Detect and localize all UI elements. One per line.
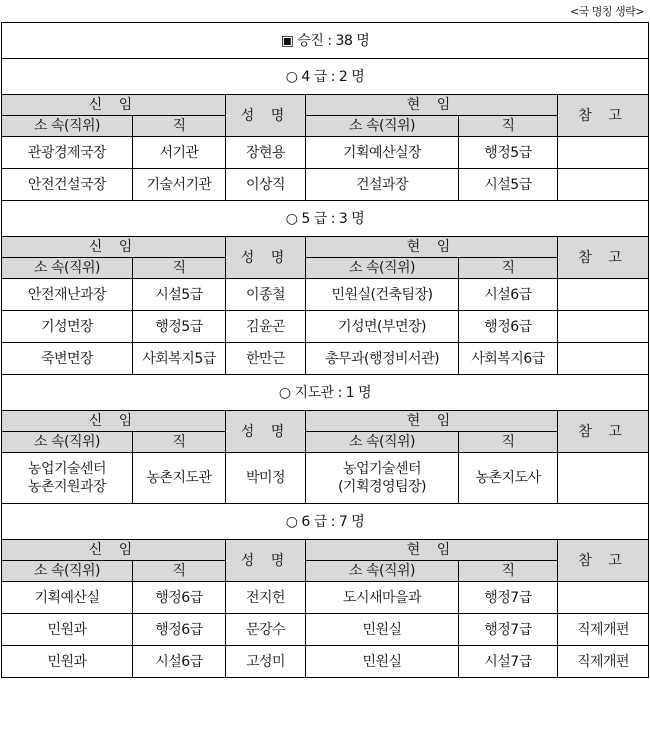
group-title: ○ 4 급 : 2 명 (2, 59, 649, 95)
header-current: 현 임 (306, 237, 558, 258)
promotion-table (1, 22, 649, 678)
group-title-row (2, 504, 649, 540)
remark-cell (558, 453, 649, 504)
current-position-cell: 행정5급 (459, 137, 558, 169)
new-position-cell: 사회복지5급 (133, 343, 226, 375)
note-text: <국 명칭 생략> (569, 5, 644, 18)
header-new: 신 임 (2, 237, 226, 258)
table-row (2, 614, 649, 646)
header-new-position: 직 (133, 432, 226, 453)
new-position-cell: 기술서기관 (133, 169, 226, 201)
header-remark: 참 고 (558, 95, 649, 137)
current-dept-cell-line1: 농업기술센터 (342, 461, 422, 477)
current-dept-cell: 민원실 (306, 646, 459, 678)
current-position-cell: 시설5급 (459, 169, 558, 201)
name-cell: 김윤곤 (226, 311, 306, 343)
table-row (2, 137, 649, 169)
header-current: 현 임 (306, 540, 558, 561)
remark-cell (558, 343, 649, 375)
subheader-row (2, 258, 649, 279)
name-cell: 박미정 (226, 453, 306, 504)
group-title-row (2, 201, 649, 237)
table-row (2, 311, 649, 343)
subheader-row (2, 116, 649, 137)
header-new-dept: 소 속(직위) (2, 561, 133, 582)
header-remark: 참 고 (558, 237, 649, 279)
header-current-dept: 소 속(직위) (306, 116, 459, 137)
new-dept-cell: 안전재난과장 (2, 279, 133, 311)
header-current: 현 임 (306, 95, 558, 116)
remark-cell (558, 137, 649, 169)
new-position-cell: 농촌지도관 (133, 453, 226, 504)
header-current-position: 직 (459, 432, 558, 453)
new-position-cell: 행정6급 (133, 614, 226, 646)
group-title: ○ 5 급 : 3 명 (2, 201, 649, 237)
current-dept-cell (306, 453, 459, 504)
current-dept-cell: 기획예산실장 (306, 137, 459, 169)
header-current-position: 직 (459, 258, 558, 279)
group-title: ○ 지도관 : 1 명 (2, 375, 649, 411)
header-new-position: 직 (133, 561, 226, 582)
new-position-cell: 행정5급 (133, 311, 226, 343)
new-dept-cell: 민원과 (2, 646, 133, 678)
name-cell: 이상직 (226, 169, 306, 201)
new-dept-cell: 죽변면장 (2, 343, 133, 375)
current-position-cell: 사회복지6급 (459, 343, 558, 375)
current-dept-cell-line2: (기획경영팀장) (337, 479, 427, 495)
new-dept-cell-line2: 농촌지원과장 (27, 479, 107, 495)
current-dept-cell: 기성면(부면장) (306, 311, 459, 343)
new-position-cell: 서기관 (133, 137, 226, 169)
header-new-position: 직 (133, 258, 226, 279)
name-cell: 한만근 (226, 343, 306, 375)
header-current-position: 직 (459, 116, 558, 137)
new-position-cell: 시설6급 (133, 646, 226, 678)
current-position-cell: 행정7급 (459, 582, 558, 614)
header-current: 현 임 (306, 411, 558, 432)
table-row (2, 169, 649, 201)
header-new: 신 임 (2, 95, 226, 116)
header-new: 신 임 (2, 411, 226, 432)
new-position-cell: 시설5급 (133, 279, 226, 311)
header-current-dept: 소 속(직위) (306, 258, 459, 279)
header-row (2, 411, 649, 432)
header-row (2, 237, 649, 258)
current-dept-cell: 도시새마을과 (306, 582, 459, 614)
current-position-cell: 행정6급 (459, 311, 558, 343)
remark-cell (558, 279, 649, 311)
header-name: 성 명 (226, 411, 306, 453)
remark-cell (558, 169, 649, 201)
current-dept-cell: 민원실 (306, 614, 459, 646)
header-current-position: 직 (459, 561, 558, 582)
current-dept-cell: 총무과(행정비서관) (306, 343, 459, 375)
current-position-cell: 시설6급 (459, 279, 558, 311)
table-row (2, 279, 649, 311)
new-dept-cell (2, 453, 133, 504)
remark-cell (558, 582, 649, 614)
new-dept-cell: 기획예산실 (2, 582, 133, 614)
table-row (2, 453, 649, 504)
subheader-row (2, 432, 649, 453)
remark-cell: 직제개편 (558, 614, 649, 646)
header-remark: 참 고 (558, 411, 649, 453)
new-dept-cell: 민원과 (2, 614, 133, 646)
current-dept-cell: 민원실(건축팀장) (306, 279, 459, 311)
name-cell: 고성미 (226, 646, 306, 678)
new-dept-cell: 관광경제국장 (2, 137, 133, 169)
remark-cell: 직제개편 (558, 646, 649, 678)
table-row (2, 646, 649, 678)
new-dept-cell-line1: 농업기술센터 (27, 461, 107, 477)
header-current-dept: 소 속(직위) (306, 432, 459, 453)
total-row (2, 23, 649, 59)
name-cell: 이종철 (226, 279, 306, 311)
group-title-row (2, 59, 649, 95)
header-name: 성 명 (226, 540, 306, 582)
current-position-cell: 시설7급 (459, 646, 558, 678)
group-title-row (2, 375, 649, 411)
header-name: 성 명 (226, 237, 306, 279)
current-dept-cell: 건설과장 (306, 169, 459, 201)
new-position-cell: 행정6급 (133, 582, 226, 614)
group-title: ○ 6 급 : 7 명 (2, 504, 649, 540)
header-new-dept: 소 속(직위) (2, 432, 133, 453)
remark-cell (558, 311, 649, 343)
header-new-position: 직 (133, 116, 226, 137)
header-name: 성 명 (226, 95, 306, 137)
header-current-dept: 소 속(직위) (306, 561, 459, 582)
header-new: 신 임 (2, 540, 226, 561)
new-dept-cell: 안전건설국장 (2, 169, 133, 201)
name-cell: 문강수 (226, 614, 306, 646)
name-cell: 전지헌 (226, 582, 306, 614)
new-dept-cell: 기성면장 (2, 311, 133, 343)
table-row (2, 582, 649, 614)
name-cell: 장현용 (226, 137, 306, 169)
header-new-dept: 소 속(직위) (2, 258, 133, 279)
total-title: ▣ 승진 : 38 명 (2, 23, 649, 59)
header-row (2, 540, 649, 561)
header-new-dept: 소 속(직위) (2, 116, 133, 137)
current-position-cell: 행정7급 (459, 614, 558, 646)
current-position-cell: 농촌지도사 (459, 453, 558, 504)
table-row (2, 343, 649, 375)
header-remark: 참 고 (558, 540, 649, 582)
subheader-row (2, 561, 649, 582)
header-row (2, 95, 649, 116)
